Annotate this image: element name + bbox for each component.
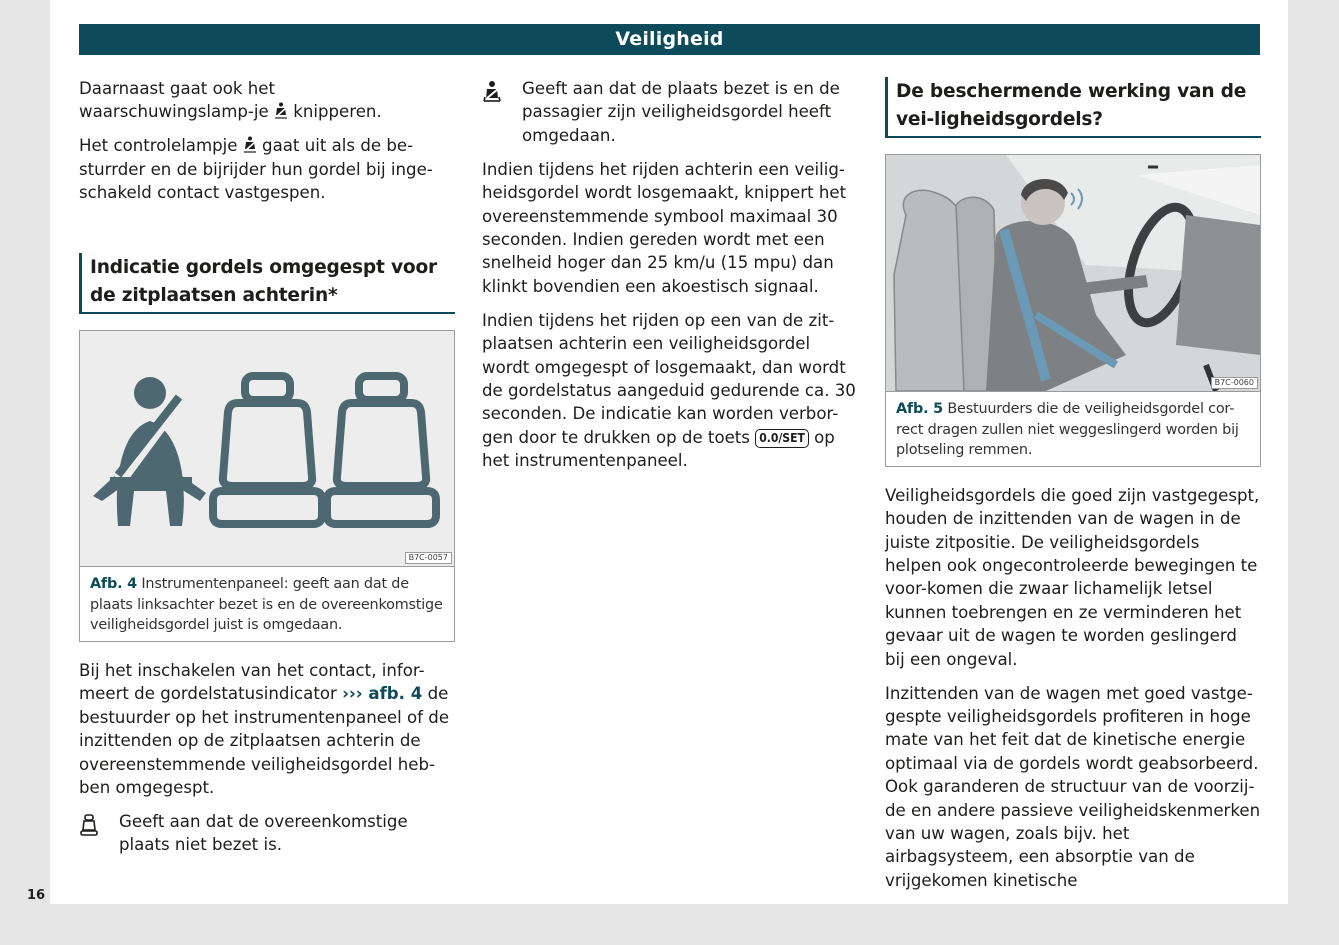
figure-afb-5 [885,154,1261,467]
figure-afb-4 [79,330,455,642]
paragraph: Het controlelampje gaat uit als de be-sturrder en de bijrijder hun gordel bij inge-schakeld contact vastgespen. [79,136,433,203]
column-3 [885,77,1261,903]
figure-reference-link[interactable]: ››› afb. 4 [342,684,423,704]
figure-image [886,155,1260,392]
figure-caption: Afb. 5 Bestuurders die de veiligheidsgordel cor-rect dragen zullen niet weggeslingerd worden bij plotseling remmen. [896,401,1239,459]
paragraph: Indien tijdens het rijden op een van de zit-plaatsen achterin een veiligheidsgordel wordt omgegespt of losgemaakt, dan wordt de gordelstatus aangeduid gedurende ca. 30 seconden. De indicatie kan worden verbor-gen door te drukken op de toets 0.0/SET op het instrumentenpaneel. [482,310,856,471]
occupied-seat-belt-icon [482,80,502,104]
paragraph: Daarnaast gaat ook het waarschuwingslamp-je knipperen. [79,79,382,122]
chapter-header: Veiligheid [79,24,1260,55]
figure-image [80,331,454,567]
page-number: 16 [27,888,46,903]
empty-seat-icon [79,813,99,837]
icon-item: Geeft aan dat de plaats bezet is en de passagier zijn veiligheidsgordel heeft omgedaan. [482,77,860,147]
seatbelt-warning-icon [274,102,288,119]
empty-seat-icon [327,376,436,524]
column-1 [79,77,455,867]
icon-item: Geeft aan dat de overeenkomstige plaats niet bezet is. [79,810,455,857]
seatbelt-warning-icon [243,136,257,153]
figure-label: Afb. 5 [896,401,943,417]
set-key-symbol: 0.0/SET [755,429,809,448]
paragraph: Inzittenden van de wagen met goed vastge-gespte veiligheidsgordels profiteren in hoge mate van het feit dat de kinetische energie optimaal via de gordels wordt geabsorbeerd. Ook garanderen de structuur van de voorzij-de en andere passieve veiligheidskenmerken van uw wagen, zoals bijv. het airbagsysteem, een absorptie van de vrijgekomen kinetische [885,683,1261,890]
section-heading: De beschermende werking van de vei-ligheidsgordels? [885,77,1261,138]
section-heading: Indicatie gordels omgegespt voor de zitplaatsen achterin* [79,253,455,314]
seat-status-illustration [80,331,454,566]
paragraph: Veiligheidsgordels die goed zijn vastgegespt, houden de inzittenden van de wagen in de juiste zitpositie. De veiligheidsgordels helpen ook ongecontroleerde bewegingen te voor-komen die zwaar lichamelijk letsel kunnen toebrengen en ze verminderen het gevaar uit de wagen te worden geslingerd bij een ongeval. [885,485,1260,669]
figure-label: Afb. 4 [90,576,137,593]
figure-caption: Afb. 4 Instrumentenpaneel: geeft aan dat de plaats linksachter bezet is en de overeenkomstige veiligheidsgordel juist is omgedaan. [90,576,443,634]
paragraph: Indien tijdens het rijden achterin een veilig-heidsgordel wordt losgemaakt, knippert het overeenstemmende symbool maximaal 30 seconden. Indien gereden wordt met een snelheid hoger dan 25 km/u (15 mpu) dan klinkt bovendien een akoestisch signaal. [482,159,847,296]
figure-code: B7C-0057 [405,552,452,564]
empty-seat-icon [213,376,322,524]
driver-seatbelt-photo [886,155,1260,391]
paragraph: Bij het inschakelen van het contact, infor-meert de gordelstatusindicator ››› afb. 4 de bestuurder op het instrumentenpaneel of de inzittenden op de zitplaatsen achterin de overeenstemmende veiligheidsgordel heb-ben omgegespt. [79,661,450,798]
occupied-seat-belt-icon [93,377,206,526]
column-2 [482,77,860,483]
figure-code: B7C-0060 [1211,377,1258,389]
